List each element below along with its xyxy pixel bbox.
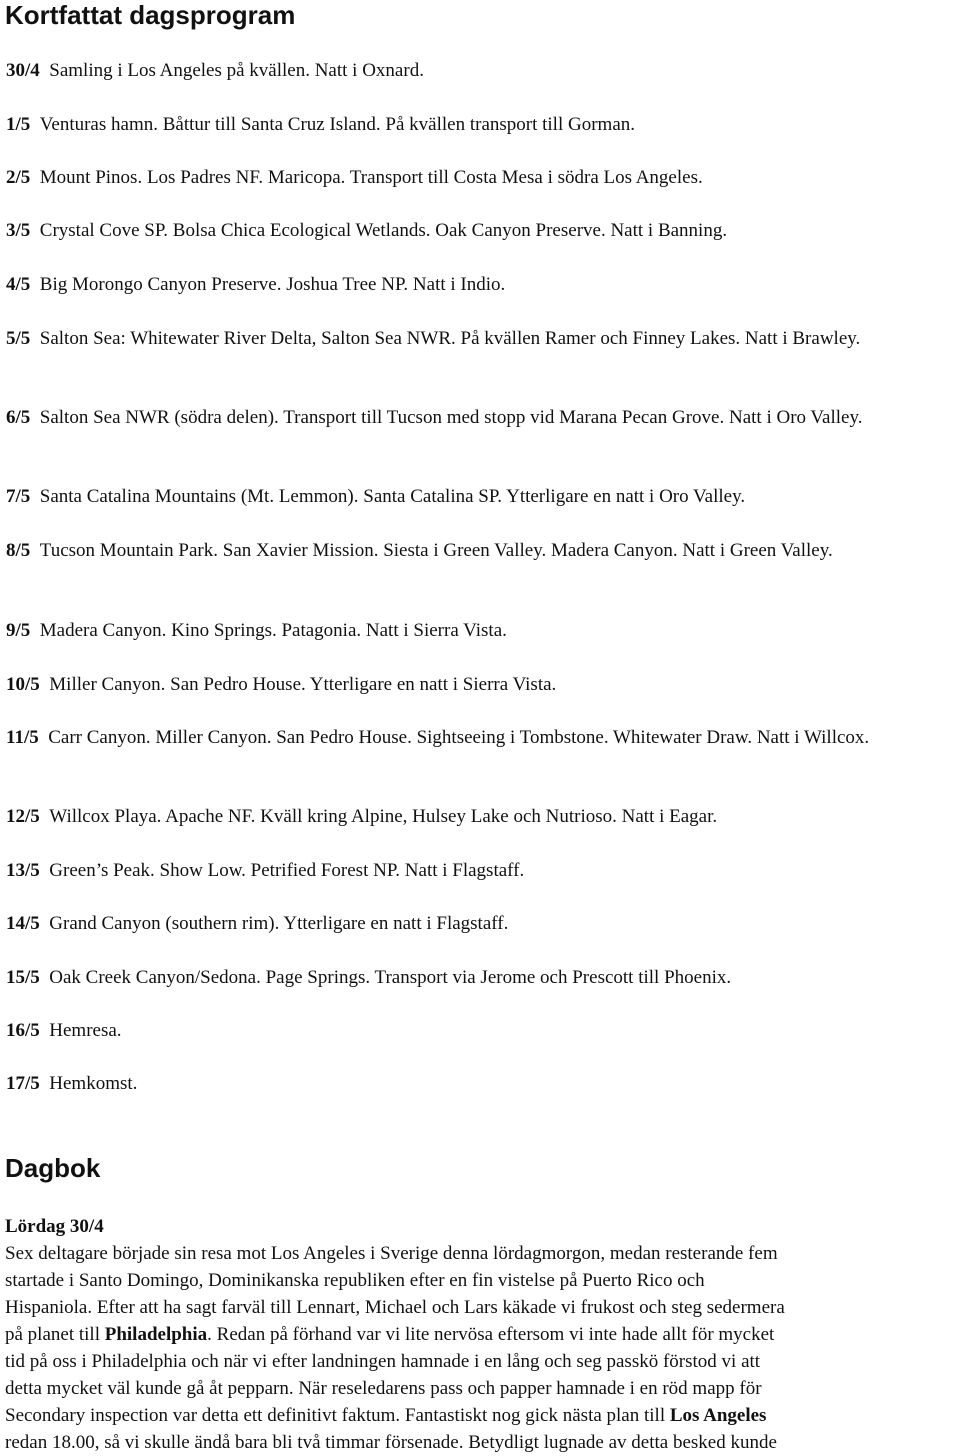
diary-text: Secondary inspection var detta ett definitivt faktum. Fantastiskt nog gick nästa plan till xyxy=(5,1405,670,1426)
itinerary-entry xyxy=(6,483,954,510)
itinerary-entry xyxy=(6,964,954,991)
entry-text: Green’s Peak. Show Low. Petrified Forest NP. Natt i Flagstaff. xyxy=(49,860,525,881)
diary-line xyxy=(5,1402,957,1429)
entry-date: 10/5 xyxy=(6,674,40,695)
entry-date: 1/5 xyxy=(6,114,31,135)
entry-date: 2/5 xyxy=(6,167,31,188)
entry-text: Hemresa. xyxy=(49,1020,122,1041)
diary-place-emphasis: Los Angeles xyxy=(669,1405,767,1426)
itinerary-entry xyxy=(6,325,954,352)
diary-line xyxy=(5,1429,957,1456)
entry-date: 11/5 xyxy=(6,727,39,748)
entry-date: 13/5 xyxy=(6,860,40,881)
itinerary-entry xyxy=(6,164,954,191)
diary-line xyxy=(5,1267,957,1294)
entry-date: 30/4 xyxy=(6,60,40,81)
itinerary-entry xyxy=(6,271,954,298)
itinerary-entry xyxy=(6,857,954,884)
diary-title: Dagbok xyxy=(5,1153,101,1183)
diary-line xyxy=(5,1240,957,1267)
entry-text: Samling i Los Angeles på kvällen. Natt i Oxnard. xyxy=(49,60,424,81)
entry-date: 4/5 xyxy=(6,274,31,295)
entry-text: Santa Catalina Mountains (Mt. Lemmon). Santa Catalina SP. Ytterligare en natt i Oro Valley. xyxy=(39,486,746,507)
itinerary-entry xyxy=(6,217,954,244)
diary-text: startade i Santo Domingo, Dominikanska republiken efter en fin vistelse på Puerto Rico och xyxy=(5,1270,705,1291)
diary-text: Sex deltagare började sin resa mot Los Angeles i Sverige denna lördagmorgon, medan resterande fem xyxy=(5,1243,778,1264)
itinerary-entry xyxy=(6,1017,954,1044)
entry-text: Venturas hamn. Båttur till Santa Cruz Island. På kvällen transport till Gorman. xyxy=(39,114,635,135)
diary-line xyxy=(5,1375,957,1402)
entry-date: 8/5 xyxy=(6,540,31,561)
entry-text: Madera Canyon. Kino Springs. Patagonia. Natt i Sierra Vista. xyxy=(39,620,507,641)
entry-date: 12/5 xyxy=(6,806,40,827)
entry-date: 16/5 xyxy=(6,1020,40,1041)
diary-line xyxy=(5,1321,957,1348)
entry-text: Miller Canyon. San Pedro House. Ytterligare en natt i Sierra Vista. xyxy=(49,674,557,695)
diary-text: tid på oss i Philadelphia och när vi efter landningen hamnade i en lång och seg passkö förstod vi att xyxy=(5,1351,761,1372)
entry-text: Grand Canyon (southern rim). Ytterligare en natt i Flagstaff. xyxy=(49,913,509,934)
itinerary-entry xyxy=(6,1070,954,1097)
diary-text: Hispaniola. Efter att ha sagt farväl till Lennart, Michael och Lars käkade vi frukost och steg sedermera xyxy=(5,1297,785,1318)
itinerary-entry xyxy=(6,724,954,751)
diary-text: på planet till xyxy=(5,1324,105,1345)
itinerary-entry xyxy=(6,537,954,564)
entry-date: 17/5 xyxy=(6,1073,40,1094)
diary-line xyxy=(5,1348,957,1375)
entry-date: 6/5 xyxy=(6,407,31,428)
entry-text: Tucson Mountain Park. San Xavier Mission. Siesta i Green Valley. Madera Canyon. Natt i Green Valley. xyxy=(39,540,833,561)
itinerary-entry xyxy=(6,671,954,698)
entry-date: 3/5 xyxy=(6,220,31,241)
itinerary-title: Kortfattat dagsprogram xyxy=(5,0,296,30)
itinerary-entry xyxy=(6,910,954,937)
entry-date: 14/5 xyxy=(6,913,40,934)
diary-day-heading: Lördag 30/4 xyxy=(5,1216,104,1237)
diary-text: detta mycket väl kunde gå åt pepparn. När reseledarens pass och papper hamnade i en röd mapp för xyxy=(5,1378,762,1399)
diary-text: redan 18.00, så vi skulle ändå bara bli två timmar försenade. Betydligt lugnade av detta besked kunde xyxy=(5,1432,777,1453)
entry-text: Big Morongo Canyon Preserve. Joshua Tree NP. Natt i Indio. xyxy=(39,274,506,295)
itinerary-entry xyxy=(6,617,954,644)
itinerary-entry xyxy=(6,404,954,431)
diary-place-emphasis: Philadelphia xyxy=(104,1324,208,1345)
itinerary-entry xyxy=(6,57,954,84)
diary-text: . Redan på förhand var vi lite nervösa eftersom vi inte hade allt för mycket xyxy=(207,1324,775,1345)
entry-text: Willcox Playa. Apache NF. Kväll kring Alpine, Hulsey Lake och Nutrioso. Natt i Eagar. xyxy=(49,806,718,827)
entry-text: Crystal Cove SP. Bolsa Chica Ecological Wetlands. Oak Canyon Preserve. Natt i Banning. xyxy=(39,220,728,241)
entry-date: 15/5 xyxy=(6,967,40,988)
entry-text: Salton Sea: Whitewater River Delta, Salton Sea NWR. På kvällen Ramer och Finney Lakes. Natt i Brawley. xyxy=(39,328,861,349)
entry-text: Salton Sea NWR (södra delen). Transport till Tucson med stopp vid Marana Pecan Grove. Natt i Oro Valley. xyxy=(39,407,863,428)
entry-text: Oak Creek Canyon/Sedona. Page Springs. Transport via Jerome och Prescott till Phoenix. xyxy=(49,967,732,988)
entry-text: Carr Canyon. Miller Canyon. San Pedro House. Sightseeing i Tombstone. Whitewater Draw. Natt i Willcox. xyxy=(48,727,870,748)
entry-date: 7/5 xyxy=(6,486,31,507)
entry-date: 5/5 xyxy=(6,328,31,349)
itinerary-entry xyxy=(6,803,954,830)
entry-text: Mount Pinos. Los Padres NF. Maricopa. Transport till Costa Mesa i södra Los Angeles. xyxy=(39,167,703,188)
entry-date: 9/5 xyxy=(6,620,31,641)
diary-line xyxy=(5,1294,957,1321)
entry-text: Hemkomst. xyxy=(49,1073,138,1094)
itinerary-entry xyxy=(6,111,954,138)
